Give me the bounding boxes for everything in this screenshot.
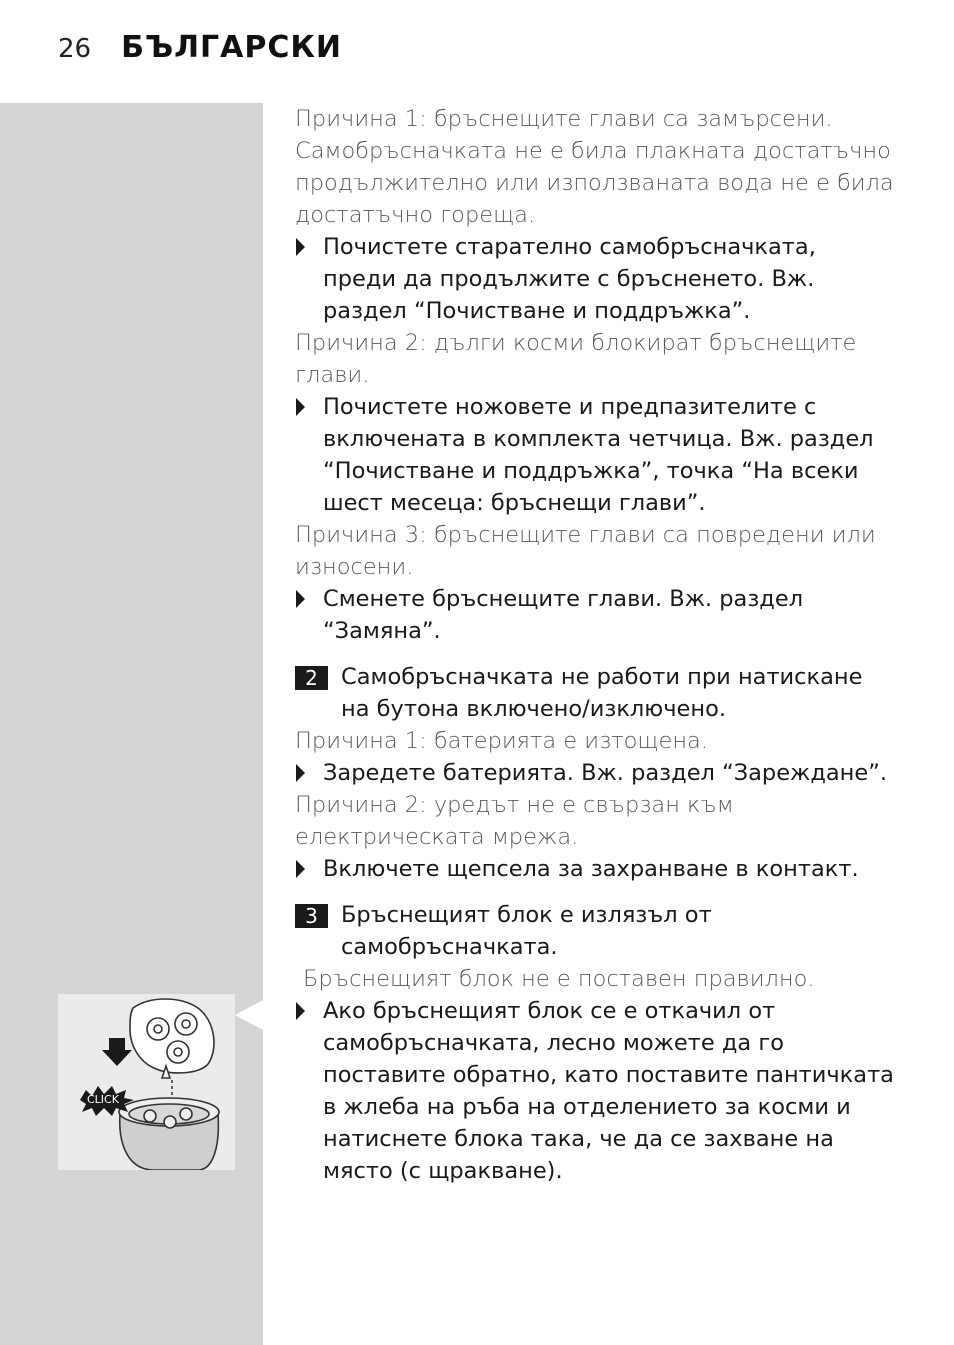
action-bullet	[295, 231, 895, 327]
bullet-triangle-icon	[296, 1002, 305, 1020]
problem-number-badge: 3	[295, 904, 328, 928]
page-title: БЪЛГАРСКИ	[121, 30, 343, 65]
cause-text: Причина 2: дълги косми блокират бръснещите глави.	[295, 330, 857, 388]
action-bullet	[295, 391, 895, 519]
bullet-triangle-icon	[296, 398, 305, 416]
problem-text: Бръснещият блок е излязъл от самобръсначката.	[341, 902, 712, 960]
shaver-illustration	[58, 994, 235, 1170]
click-label: CLICK	[87, 1093, 119, 1106]
bullet-triangle-icon	[296, 860, 305, 878]
page-number: 26	[58, 34, 92, 64]
action-text: Сменете бръснещите глави. Вж. раздел “Замяна”.	[323, 586, 804, 644]
main-content	[295, 103, 895, 1187]
down-arrow-icon	[102, 1038, 132, 1066]
shaving-unit-drawing	[130, 999, 214, 1078]
bullet-triangle-icon	[296, 764, 305, 782]
action-text: Ако бръснещият блок се е откачил от самобръсначката, лесно можете да го поставите обратно, като поставите пантичката в жлеба на ръба на отделението за косми и натиснете блока така, че да се захване на място (с щракване).	[323, 998, 894, 1184]
cause-text: Причина 2: уредът не е свързан към електрическата мрежа.	[295, 792, 734, 850]
illustration-pointer	[235, 1000, 263, 1030]
shaver-body-drawing	[119, 1098, 219, 1170]
action-bullet	[295, 853, 895, 885]
action-text: Почистете ножовете и предпазителите с включената в комплекта четчица. Вж. раздел “Почистване и поддръжка”, точка “На всеки шест месеца: бръснещи глави”.	[323, 394, 874, 516]
cause-text: Причина 1: батерията е изтощена.	[295, 728, 708, 754]
action-bullet	[295, 757, 895, 789]
problem-heading	[295, 661, 895, 725]
action-text: Включете щепсела за захранване в контакт.	[323, 856, 859, 882]
bullet-triangle-icon	[296, 238, 305, 256]
cause-text: Причина 1: бръснещите глави са замърсени. Самобръсначката не е била плакната достатъчно продължително или използваната вода не е била достатъчно гореща.	[295, 106, 894, 228]
action-text: Заредете батерията. Вж. раздел “Зареждане”.	[323, 760, 888, 786]
cause-text: Причина 3: бръснещите глави са повредени или износени.	[295, 522, 876, 580]
page-header	[58, 30, 342, 80]
cause-text: Бръснещият блок не е поставен правилно.	[303, 966, 815, 992]
bullet-triangle-icon	[296, 590, 305, 608]
problem-text: Самобръсначката не работи при натискане на бутона включено/изключено.	[341, 664, 863, 722]
action-text: Почистете старателно самобръсначката, преди да продължите с бръсненето. Вж. раздел “Почистване и поддръжка”.	[323, 234, 816, 324]
problem-heading	[295, 899, 895, 963]
problem-number-badge: 2	[295, 666, 328, 690]
action-bullet	[295, 583, 895, 647]
action-bullet	[295, 995, 895, 1187]
